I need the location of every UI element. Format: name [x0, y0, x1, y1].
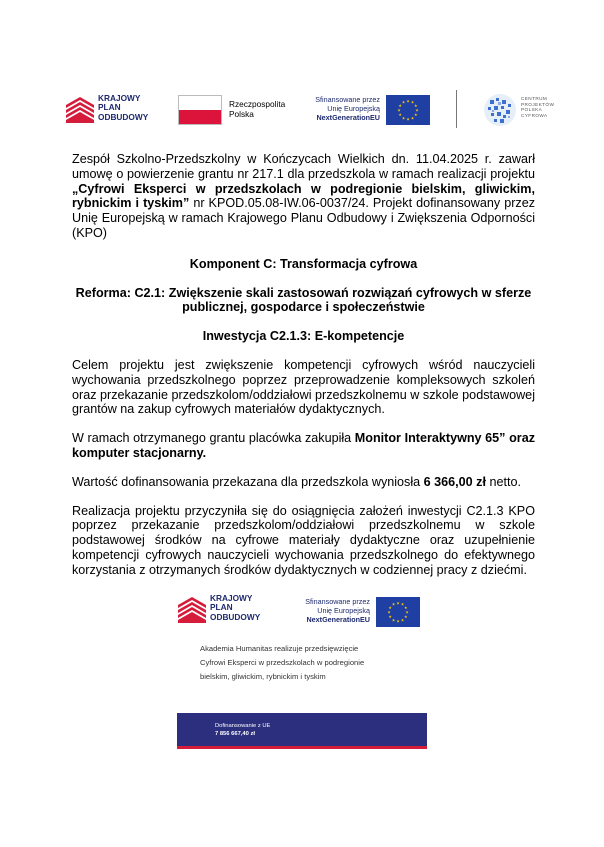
footer-eu-text-line3: NextGenerationEU — [306, 615, 370, 624]
document-body — [72, 152, 535, 592]
funding-amount: 7 856 667,40 zł — [215, 731, 255, 737]
purchased-items: Monitor Interaktywny 65” oraz komputer stacjonarny. — [72, 431, 535, 460]
svg-text:★: ★ — [400, 617, 405, 623]
eu-text-line1: Sfinansowane przez — [315, 95, 380, 104]
centrum-projektow-icon — [483, 93, 517, 127]
footer-kpo-logo-icon — [178, 595, 206, 623]
implementer-note — [200, 642, 364, 685]
header-logo-bar — [66, 88, 555, 132]
svg-text:★: ★ — [396, 618, 400, 624]
svg-text:★: ★ — [387, 609, 391, 615]
svg-text:★: ★ — [401, 115, 406, 121]
cpc-text-line2: PROJEKTÓW — [521, 101, 555, 107]
centrum-projektow-logo — [483, 90, 563, 130]
svg-text:★: ★ — [391, 617, 396, 623]
intro-paragraph — [72, 152, 535, 241]
purchase-paragraph — [72, 431, 535, 461]
logo-separator — [456, 90, 457, 128]
investment-heading: Inwestycja C2.1.3: E-kompetencje — [202, 329, 405, 344]
svg-text:★: ★ — [404, 614, 408, 619]
footer-logo-bar — [178, 592, 428, 632]
intro-text-part2: nr KPOD.05.08-IW.06-0037/24. Projekt dofinansowany przez Unię Europejską w ramach Krajowego Planu Odbudowy i Zwiększenia Odporności (KPO) — [72, 196, 535, 240]
svg-text:★: ★ — [410, 99, 415, 105]
footer-eu-text-line2: Unię Europejską — [317, 606, 370, 615]
purchase-text: W ramach otrzymanego grantu placówka zakupiła — [72, 431, 355, 446]
footer-kpo-text-line1: KRAJOWY — [210, 593, 253, 603]
value-text-pre: Wartość dofinansowania przekazana dla przedszkola wyniosła — [72, 474, 424, 489]
kpo-logo — [66, 92, 162, 128]
grant-amount: 6 366,00 zł — [423, 474, 486, 489]
component-heading: Komponent C: Transformacja cyfrowa — [189, 256, 418, 271]
eu-funding-logo — [306, 94, 430, 126]
kpo-text-line1: KRAJOWY — [98, 93, 141, 103]
footer-eu-text-line1: Sfinansowane przez — [305, 597, 370, 606]
svg-text:★: ★ — [414, 112, 418, 117]
svg-text:★: ★ — [398, 112, 402, 117]
goal-paragraph: Celem projektu jest zwiększenie kompetencji cyfrowych wśród nauczycieli wychowania przedszkolnego poprzez przeprowadzenie kompleksowych szkoleń oraz przekazanie przedszkolom/oddziałowi przedszkolnemu w szkole podstawowej grantów na zakup cyfrowych materiałów dydaktycznych. — [72, 357, 535, 417]
svg-text:★: ★ — [404, 605, 408, 610]
footer-eu-flag-icon — [376, 597, 420, 627]
eu-flag-icon — [386, 95, 430, 125]
eu-text-line2: Unię Europejską — [327, 104, 380, 113]
cpc-text-line4: CYFROWA — [521, 112, 548, 118]
svg-text:★: ★ — [401, 99, 406, 105]
note-line1: Akademia Humanitas realizuje przedsięwzięcie — [200, 644, 359, 653]
project-name: „Cyfrowi Eksperci w przedszkolach w podregionie bielskim, gliwickim, rybnickim i tyskim” — [72, 181, 535, 211]
kpo-logo-icon — [66, 95, 94, 123]
svg-text:★: ★ — [410, 115, 415, 121]
reform-heading: Reforma: C2.1: Zwiększenie skali zastosowań rozwiązań cyfrowych w sferze publicznej, gospodarce i społeczeństwie — [75, 285, 532, 315]
rzeczpospolita-logo — [178, 93, 288, 125]
value-text-post: netto. — [485, 474, 521, 489]
svg-text:★: ★ — [406, 116, 410, 122]
kpo-text-line2: PLAN — [98, 102, 121, 113]
svg-text:★: ★ — [397, 107, 401, 113]
note-line3: bielskim, gliwickim, rybnickim i tyskim — [200, 672, 326, 682]
note-line2: Cyfrowi Eksperci w przedszkolach w podregionie — [200, 658, 365, 668]
footer-kpo-text-line2: PLAN — [210, 602, 233, 613]
value-paragraph — [72, 475, 535, 490]
intro-text-part1: Zespół Szkolno-Przedszkolny w Kończycach Wielkich dn. 11.04.2025 r. zawarł umowę o powierzenie grantu nr 217.1 dla przedszkola w ramach realizacji projektu — [72, 152, 535, 181]
rp-text-line1: Rzeczpospolita — [229, 99, 286, 109]
cpc-text-line3: POLSKA — [521, 107, 543, 113]
svg-text:★: ★ — [388, 614, 392, 619]
funding-label: Dofinansowanie z UE — [215, 723, 271, 729]
poland-flag-icon — [178, 95, 222, 125]
footer-eu-funding-logo — [296, 596, 420, 628]
kpo-text-line3: ODBUDOWY — [98, 111, 149, 122]
eu-funding-box — [177, 713, 427, 749]
cpc-text-line1: CENTRUM — [521, 96, 548, 101]
svg-text:★: ★ — [388, 605, 392, 610]
svg-text:★: ★ — [400, 601, 405, 607]
svg-text:★: ★ — [405, 609, 409, 615]
svg-text:★: ★ — [398, 103, 402, 108]
rp-text-line2: Polska — [229, 109, 254, 119]
svg-text:★: ★ — [414, 103, 418, 108]
svg-text:★: ★ — [406, 98, 410, 104]
result-paragraph: Realizacja projektu przyczyniła się do osiągnięcia założeń inwestycji C2.1.3 KPO poprzez przekazanie przedszkolom/oddziałowi przedszkolnemu w szkole podstawowej środków na cyfrowe materiały dydaktyczne oraz uzupełnienie kompetencji cyfrowych nauczycieli wychowania przedszkolnego do efektywnego korzystania z otrzymanych środków dydaktycznych w codziennej pracy z dziećmi. — [72, 503, 535, 577]
footer-kpo-logo — [178, 592, 274, 628]
eu-text-line3: NextGenerationEU — [316, 113, 380, 122]
svg-text:★: ★ — [415, 107, 419, 113]
svg-text:★: ★ — [391, 601, 396, 607]
footer-kpo-text-line3: ODBUDOWY — [210, 611, 261, 622]
svg-text:★: ★ — [396, 600, 400, 606]
